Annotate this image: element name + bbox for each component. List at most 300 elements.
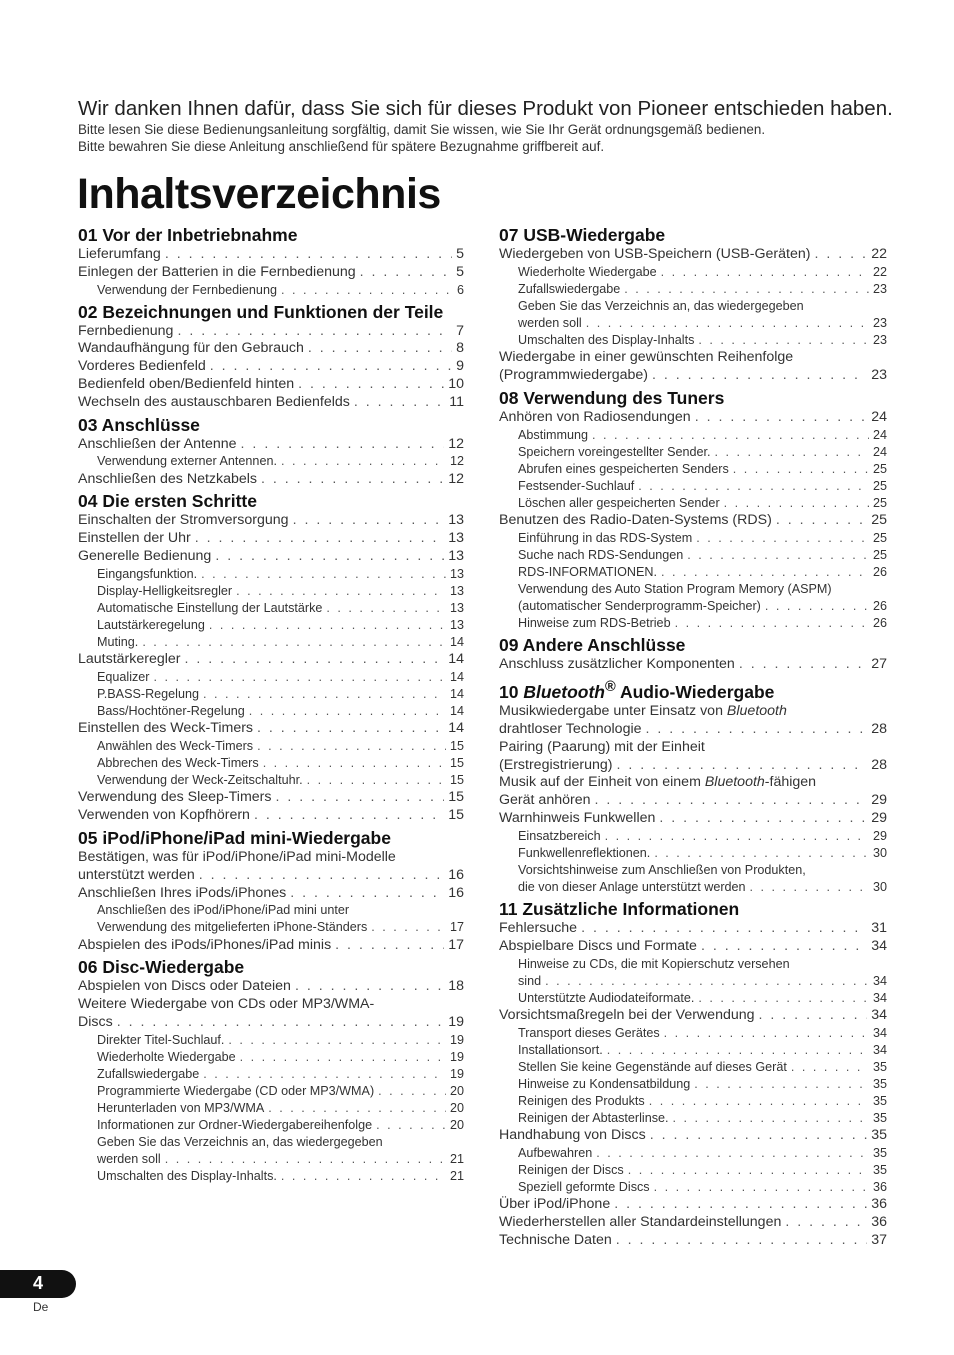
toc-leader-dots <box>649 1093 869 1110</box>
toc-entry[interactable] <box>499 1127 887 1145</box>
toc-entry[interactable] <box>78 807 464 825</box>
toc-entry-prefix <box>499 774 887 792</box>
toc-leader-dots <box>739 656 867 674</box>
toc-page-number: 19 <box>449 1049 464 1064</box>
toc-entry[interactable] <box>499 721 887 739</box>
toc-entry-label: Reinigen der Discs <box>518 1163 624 1178</box>
toc-subentry[interactable] <box>499 990 887 1007</box>
toc-leader-dots <box>165 246 452 264</box>
toc-entry-label: Wiedergeben von USB-Speichern (USB-Geräten) <box>499 246 811 262</box>
toc-subentry[interactable] <box>499 973 887 990</box>
toc-page-number: 16 <box>448 884 464 901</box>
toc-entry-label: Informationen zur Ordner-Wiedergabereihenfolge <box>97 1118 373 1133</box>
toc-entry-prefix-text: Hinweise zu CDs, die mit Kopierschutz versehen <box>518 956 790 971</box>
toc-page-number: 34 <box>872 1042 887 1057</box>
toc-entry[interactable] <box>499 757 887 775</box>
toc-subentry[interactable] <box>78 1100 464 1117</box>
toc-entry-label: Einstellen der Uhr <box>78 530 191 547</box>
section-title-italic: Bluetooth <box>523 682 605 703</box>
toc-leader-dots <box>281 1168 446 1185</box>
toc-entry[interactable] <box>78 548 464 566</box>
toc-entry-label: Umschalten des Display-Inhalts. <box>97 1169 277 1184</box>
toc-entry-label: Wiederholte Wiedergabe <box>518 264 657 279</box>
toc-leader-dots <box>209 617 446 634</box>
toc-subentry[interactable] <box>499 444 887 461</box>
toc-entry-label: Anschließen der Antenne <box>78 435 237 452</box>
toc-page-number: 21 <box>449 1169 464 1184</box>
toc-page-number: 13 <box>449 566 464 581</box>
toc-leader-dots <box>624 281 869 298</box>
toc-subentry[interactable] <box>78 617 464 634</box>
toc-subentry[interactable] <box>78 1083 464 1100</box>
toc-entry-label: Über iPod/iPhone <box>499 1196 611 1213</box>
toc-subentry[interactable] <box>499 1042 887 1059</box>
toc-subentry[interactable] <box>78 772 464 789</box>
toc-leader-dots <box>290 885 444 903</box>
section-title-sup: ® <box>604 679 616 696</box>
toc-leader-dots <box>281 453 446 470</box>
toc-leader-dots <box>701 938 867 956</box>
toc-page-number: 5 <box>456 246 464 262</box>
toc-entry-prefix <box>499 956 887 973</box>
toc-page-number: 25 <box>872 548 887 563</box>
toc-entry-label: Abrufen eines gespeicherten Senders <box>518 461 729 476</box>
toc-page-number: 12 <box>448 435 464 452</box>
toc-entry[interactable] <box>78 867 464 885</box>
toc-entry-label: Lautstärkeregelung <box>97 618 205 633</box>
toc-leader-dots <box>661 264 869 281</box>
toc-subentry[interactable] <box>78 566 464 583</box>
toc-leader-dots <box>695 409 868 427</box>
toc-leader-dots <box>750 879 869 896</box>
toc-subentry[interactable] <box>499 879 887 896</box>
toc-page-number: 20 <box>449 1084 464 1099</box>
toc-entry[interactable] <box>78 471 464 489</box>
toc-leader-dots <box>733 461 869 478</box>
toc-page-number: 29 <box>871 792 887 809</box>
toc-leader-dots <box>698 332 869 349</box>
toc-entry[interactable] <box>499 409 887 427</box>
toc-section <box>499 387 887 633</box>
intro-line-2: Bitte bewahren Sie diese Anleitung anschließend für spätere Bezugnahme griffbereit auf. <box>78 139 605 154</box>
toc-entry[interactable] <box>499 367 887 385</box>
toc-page-number: 13 <box>448 512 464 529</box>
toc-subentry[interactable] <box>78 1049 464 1066</box>
toc-entry-label: Abstimmung <box>518 427 588 442</box>
toc-page-number: 34 <box>872 990 887 1005</box>
toc-entry[interactable] <box>78 789 464 807</box>
toc-entry-label: Bass/Hochtöner-Regelung <box>97 704 245 719</box>
toc-subentry[interactable] <box>78 1066 464 1083</box>
toc-entry-label: Vorderes Bedienfeld <box>78 358 206 375</box>
toc-page-number: 37 <box>871 1231 887 1248</box>
toc-entry[interactable] <box>499 920 887 938</box>
toc-page-number: 31 <box>871 920 887 937</box>
section-title: 07 USB-Wiedergabe <box>499 225 666 245</box>
toc-leader-dots <box>659 810 867 828</box>
toc-subentry[interactable] <box>499 264 887 281</box>
toc-subentry[interactable] <box>499 845 887 862</box>
language-code: De <box>33 1300 49 1314</box>
toc-entry[interactable] <box>499 792 887 810</box>
toc-entry-label: Lautstärkeregler <box>78 651 181 668</box>
toc-page-number: 13 <box>449 583 464 598</box>
toc-entry[interactable] <box>78 323 464 341</box>
toc-subentry[interactable] <box>499 828 887 845</box>
toc-entry-label: Abspielen von Discs oder Dateien <box>78 978 291 995</box>
toc-leader-dots <box>616 1232 867 1250</box>
toc-subentry[interactable] <box>499 1093 887 1110</box>
toc-entry-label: Suche nach RDS-Sendungen <box>518 548 684 563</box>
toc-subentry[interactable] <box>78 1117 464 1134</box>
toc-entry-label: sind <box>518 973 542 988</box>
toc-entry[interactable] <box>499 512 887 530</box>
toc-page-number: 15 <box>449 739 464 754</box>
toc-page-number: 14 <box>449 635 464 650</box>
toc-leader-dots <box>638 478 869 495</box>
toc-leader-dots <box>605 828 869 845</box>
toc-page-number: 24 <box>872 444 887 459</box>
toc-entry-label: Warnhinweis Funkwellen <box>499 809 656 826</box>
toc-leader-dots <box>687 547 869 564</box>
toc-entry-label: Benutzen des Radio-Daten-Systems (RDS) <box>499 512 772 529</box>
toc-entry-prefix-text: Weitere Wiedergabe von CDs oder MP3/WMA- <box>78 996 375 1013</box>
toc-entry-label: Aufbewahren <box>518 1146 593 1161</box>
toc-entry-label: Display-Helligkeitsregler <box>97 583 233 598</box>
section-title: 06 Disc-Wiedergabe <box>78 957 245 978</box>
toc-entry[interactable] <box>78 512 464 530</box>
toc-entry[interactable] <box>499 1007 887 1025</box>
toc-entry-label: Equalizer <box>97 670 150 685</box>
toc-entry[interactable] <box>78 436 464 454</box>
toc-entry[interactable] <box>499 1214 887 1232</box>
toc-leader-dots <box>261 471 444 489</box>
toc-leader-dots <box>203 686 446 703</box>
toc-entry[interactable] <box>78 530 464 548</box>
toc-leader-dots <box>241 436 445 454</box>
toc-subentry[interactable] <box>499 1025 887 1042</box>
intro <box>78 98 908 155</box>
toc-page-number: 19 <box>448 1013 464 1030</box>
toc-entry-prefix-text: Verwendung des Auto Station Program Memory (ASPM) <box>518 582 832 597</box>
toc-entry-label: Handhabung von Discs <box>499 1127 646 1144</box>
toc-entry[interactable] <box>499 246 887 264</box>
toc-leader-dots <box>326 600 446 617</box>
toc-entry-prefix-text: Vorsichtshinweise zum Anschließen von Produkten, <box>518 862 806 877</box>
toc-entry-label: Direkter Titel-Suchlauf. <box>97 1032 225 1047</box>
toc-subentry[interactable] <box>499 315 887 332</box>
toc-leader-dots <box>203 1066 446 1083</box>
toc-section <box>78 224 464 299</box>
toc-entry-label: Muting. <box>97 635 139 650</box>
toc-page-number: 34 <box>872 973 887 988</box>
toc-subentry[interactable] <box>499 1162 887 1179</box>
toc-subentry[interactable] <box>499 1179 887 1196</box>
toc-entry-label: werden soll <box>97 1152 161 1167</box>
toc-subentry[interactable] <box>499 1110 887 1127</box>
toc-entry-label: Bedienfeld oben/Bedienfeld hinten <box>78 376 295 393</box>
toc-leader-dots <box>661 564 869 581</box>
intro-line-1: Bitte lesen Sie diese Bedienungsanleitung sorgfältig, damit Sie wissen, wie Sie Ihr Gerät ordnungsgemäß bedienen. <box>78 122 766 137</box>
toc-leader-dots <box>371 919 446 936</box>
toc-entry-label: Wiederherstellen aller Standardeinstellungen <box>499 1214 782 1231</box>
toc-leader-dots <box>596 1145 869 1162</box>
toc-page-number: 23 <box>872 333 887 348</box>
toc-entry[interactable] <box>499 938 887 956</box>
toc-subentry[interactable] <box>499 1059 887 1076</box>
toc-page-number: 36 <box>871 1214 887 1231</box>
toc-subentry[interactable] <box>78 600 464 617</box>
toc-entry-label: Zufallswiedergabe <box>97 1066 200 1081</box>
toc-entry-prefix <box>78 1134 464 1151</box>
toc-subentry[interactable] <box>78 755 464 772</box>
toc-page-number: 22 <box>871 246 887 262</box>
toc-entry-label: Fehlersuche <box>499 920 578 937</box>
toc-section <box>499 676 887 896</box>
toc-entry-label: Vorsichtsmaßregeln bei der Verwendung <box>499 1006 755 1023</box>
toc-entry-prefix-text: Pairing (Paarung) mit der Einheit <box>499 738 705 755</box>
toc-page-number: 18 <box>448 978 464 995</box>
toc-leader-dots <box>650 1127 868 1145</box>
toc-page-number: 28 <box>871 756 887 773</box>
toc-entry-prefix-text: Geben Sie das Verzeichnis an, das wiedergegeben <box>518 298 804 313</box>
toc-leader-dots <box>228 1032 446 1049</box>
toc-leader-dots <box>293 512 445 530</box>
toc-subentry[interactable] <box>78 453 464 470</box>
toc-entry-label: Reinigen des Produkts <box>518 1094 645 1109</box>
toc-entry-label: Anschließen des Netzkabels <box>78 470 258 487</box>
toc-entry-label: Generelle Bedienung <box>78 547 212 564</box>
toc-entry-label: Funkwellenreflektionen. <box>518 845 651 860</box>
toc-entry-prefix <box>78 996 464 1014</box>
toc-subentry[interactable] <box>499 598 887 615</box>
toc-page-number: 26 <box>872 565 887 580</box>
toc-leader-dots <box>308 340 452 358</box>
toc-entry-label: Installationsort. <box>518 1042 603 1057</box>
toc-subentry[interactable] <box>78 669 464 686</box>
toc-entry-label: drahtloser Technologie <box>499 720 642 737</box>
toc-entry[interactable] <box>78 937 464 955</box>
toc-leader-dots <box>177 323 452 341</box>
toc-leader-dots <box>295 978 444 996</box>
toc-entry[interactable] <box>78 376 464 394</box>
toc-entry-label: Anschließen Ihres iPods/iPhones <box>78 884 287 901</box>
toc-entry[interactable] <box>78 978 464 996</box>
toc-page-number: 29 <box>872 828 887 843</box>
toc-entry-label: Programmierte Wiedergabe (CD oder MP3/WMA) <box>97 1084 375 1099</box>
toc-page-number: 24 <box>872 427 887 442</box>
toc-page-number: 26 <box>872 616 887 631</box>
toc-page-number: 11 <box>449 393 464 410</box>
toc-page-number: 14 <box>449 704 464 719</box>
toc-page-number: 19 <box>449 1066 464 1081</box>
toc-entry[interactable] <box>499 656 887 674</box>
toc-entry-label: Wandaufhängung für den Gebrauch <box>78 340 304 357</box>
toc-entry-label: Hinweise zum RDS-Betrieb <box>518 616 671 631</box>
toc-leader-dots <box>354 394 445 412</box>
toc-entry-label: Discs <box>78 1013 113 1030</box>
toc-entry-label: Unterstützte Audiodateiformate. <box>518 990 695 1005</box>
toc-entry-label: unterstützt werden <box>78 866 195 883</box>
toc-subentry[interactable] <box>78 1032 464 1049</box>
toc-entry[interactable] <box>78 264 464 282</box>
toc-page-number: 6 <box>456 282 464 297</box>
toc-leader-dots <box>724 495 869 512</box>
toc-subentry[interactable] <box>499 332 887 349</box>
toc-leader-dots <box>263 755 446 772</box>
section-title <box>499 676 887 703</box>
toc-entry-label: Abbrechen des Weck-Timers <box>97 756 259 771</box>
toc-entry-label: Umschalten des Display-Inhalts <box>518 333 695 348</box>
toc-leader-dots <box>698 990 869 1007</box>
toc-page-number: 30 <box>872 879 887 894</box>
toc-entry-label: die von dieser Anlage unterstützt werden <box>518 879 746 894</box>
toc-entry-label: Zufallswiedergabe <box>518 281 621 296</box>
toc-page-number: 21 <box>449 1152 464 1167</box>
toc-subentry[interactable] <box>78 634 464 651</box>
toc-subentry[interactable] <box>499 615 887 632</box>
toc-leader-dots <box>275 789 444 807</box>
toc-leader-dots <box>654 1179 869 1196</box>
toc-entry-label: Verwendung der Weck-Zeitschaltuhr. <box>97 773 303 788</box>
page-number: 4 <box>33 1273 44 1293</box>
toc-entry[interactable] <box>78 358 464 376</box>
toc-page-number: 13 <box>449 618 464 633</box>
toc-entry[interactable] <box>499 1232 887 1250</box>
toc-leader-dots <box>378 1083 446 1100</box>
toc-subentry[interactable] <box>78 282 464 299</box>
toc-leader-dots <box>195 530 444 548</box>
toc-entry[interactable] <box>78 885 464 903</box>
toc-page-number: 24 <box>871 408 887 425</box>
toc-entry-label: Lieferumfang <box>78 246 161 262</box>
toc-entry-label: (Erstregistrierung) <box>499 756 613 773</box>
toc-subentry[interactable] <box>499 281 887 298</box>
toc-subentry[interactable] <box>499 461 887 478</box>
toc-leader-dots <box>715 444 869 461</box>
toc-leader-dots <box>254 807 444 825</box>
toc-leader-dots <box>545 973 869 990</box>
toc-entry-label: P.BASS-Regelung <box>97 687 199 702</box>
toc-entry-label: Eingangsfunktion. <box>97 566 198 581</box>
toc-leader-dots <box>199 867 445 885</box>
toc-subentry[interactable] <box>78 1168 464 1185</box>
section-title: 01 Vor der Inbetriebnahme <box>78 225 298 245</box>
toc-subentry[interactable] <box>499 530 887 547</box>
toc-entry-prefix-text: Geben Sie das Verzeichnis an, das wiedergegeben <box>97 1135 383 1150</box>
section-title: 08 Verwendung des Tuners <box>499 387 725 408</box>
section-title: 03 Anschlüsse <box>78 414 200 435</box>
toc-entry-prefix-italic: Bluetooth <box>704 774 765 791</box>
toc-leader-dots <box>165 1151 446 1168</box>
toc-entry[interactable] <box>78 394 464 412</box>
toc-entry-label: Abspielbare Discs und Formate <box>499 937 697 954</box>
toc-leader-dots <box>268 1100 446 1117</box>
toc-page-number: 15 <box>449 756 464 771</box>
toc-leader-dots <box>257 738 446 755</box>
toc-page-number: 17 <box>449 920 464 935</box>
toc-leader-dots <box>307 772 446 789</box>
toc-page-number: 22 <box>872 264 887 279</box>
toc-entry[interactable] <box>78 340 464 358</box>
toc-subentry[interactable] <box>499 1145 887 1162</box>
toc-page-number: 12 <box>449 454 464 469</box>
toc-entry-label: RDS-INFORMATIONEN. <box>518 565 657 580</box>
toc-entry-label: Verwendung des mitgelieferten iPhone-Ständers <box>97 920 368 935</box>
toc-entry-label: Verwendung externer Antennen. <box>97 454 277 469</box>
toc-leader-dots <box>675 615 869 632</box>
toc-leader-dots <box>664 1025 869 1042</box>
toc-subentry[interactable] <box>499 1076 887 1093</box>
toc-subentry[interactable] <box>499 427 887 444</box>
toc-leader-dots <box>628 1162 869 1179</box>
toc-entry[interactable] <box>499 810 887 828</box>
toc-page-number: 23 <box>871 367 887 384</box>
toc-entry-label: Löschen aller gespeicherten Sender <box>518 496 720 511</box>
section-title: 11 Zusätzliche Informationen <box>499 899 740 920</box>
toc-section <box>78 414 464 489</box>
toc-leader-dots <box>694 1076 869 1093</box>
toc-leader-dots <box>281 282 453 299</box>
toc-entry[interactable] <box>78 246 464 264</box>
toc-page-number: 29 <box>871 809 887 826</box>
toc-subentry[interactable] <box>499 564 887 581</box>
toc-entry-prefix <box>499 349 887 367</box>
toc-entry-prefix-text: Musik auf der Einheit von einem <box>499 774 701 791</box>
toc-page-number: 36 <box>871 1196 887 1213</box>
toc-section <box>499 634 887 674</box>
toc-page-number: 14 <box>448 651 464 668</box>
toc-subentry[interactable] <box>499 547 887 564</box>
toc-leader-dots <box>236 583 446 600</box>
toc-subentry[interactable] <box>78 919 464 936</box>
toc-page-number: 20 <box>449 1118 464 1133</box>
toc-subentry[interactable] <box>78 583 464 600</box>
toc-entry-label: Gerät anhören <box>499 792 591 809</box>
toc-page-number: 35 <box>872 1146 887 1161</box>
toc-entry[interactable] <box>78 1014 464 1032</box>
toc-subentry[interactable] <box>499 478 887 495</box>
toc-section <box>78 827 464 954</box>
toc-page-number: 36 <box>872 1180 887 1195</box>
toc-page-number: 16 <box>448 866 464 883</box>
toc-entry[interactable] <box>78 651 464 669</box>
toc-page-number: 35 <box>872 1077 887 1092</box>
section-title: 05 iPod/iPhone/iPad mini-Wiedergabe <box>78 827 391 848</box>
toc-subentry[interactable] <box>499 495 887 512</box>
toc-page-number: 34 <box>872 1025 887 1040</box>
toc-subentry[interactable] <box>78 703 464 720</box>
toc-entry-label: Technische Daten <box>499 1231 612 1248</box>
toc-entry[interactable] <box>78 720 464 738</box>
toc-entry[interactable] <box>499 1196 887 1214</box>
toc-section <box>499 224 887 385</box>
toc-entry-label: Transport dieses Gerätes <box>518 1025 660 1040</box>
toc-page-number: 7 <box>456 322 464 339</box>
toc-subentry[interactable] <box>78 686 464 703</box>
toc-subentry[interactable] <box>78 1151 464 1168</box>
toc-entry-label: Speziell geformte Discs <box>518 1180 650 1195</box>
toc-leader-dots <box>785 1214 867 1232</box>
toc-entry-prefix <box>499 581 887 598</box>
toc-column-left <box>78 224 464 1188</box>
toc-leader-dots <box>696 530 869 547</box>
toc-subentry[interactable] <box>78 738 464 755</box>
toc-page-number: 13 <box>448 547 464 564</box>
toc-leader-dots <box>765 598 869 615</box>
toc-leader-dots <box>617 757 868 775</box>
toc-entry-label: Wiederholte Wiedergabe <box>97 1049 236 1064</box>
